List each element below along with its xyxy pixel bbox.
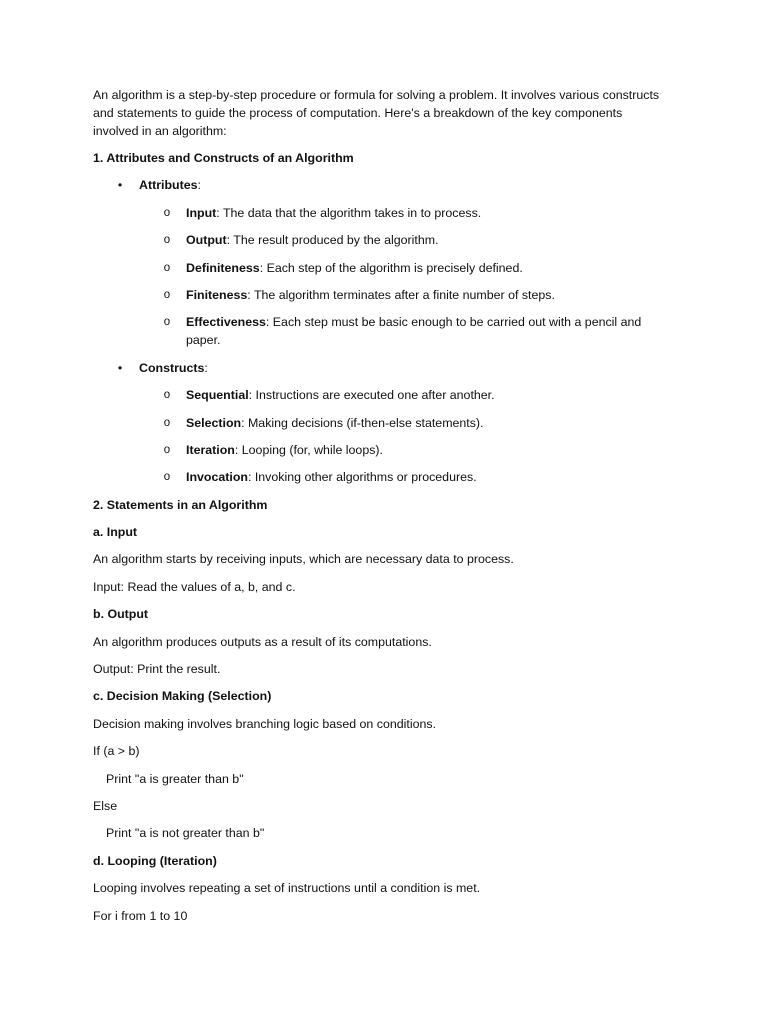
decision-code-line-1: If (a > b) [93, 744, 140, 759]
looping-description: Looping involves repeating a set of instructions until a condition is met. [93, 881, 481, 896]
section-heading-statements: 2. Statements in an Algorithm [93, 497, 268, 512]
sub-bullet-glyph: o [163, 234, 171, 247]
list-item-description: : Instructions are executed one after another. [248, 388, 495, 403]
list-item [93, 286, 668, 304]
list-item [93, 259, 668, 277]
bullet-constructs [93, 359, 668, 377]
sub-bullet-glyph: o [163, 206, 171, 219]
bullet-label-constructs: Constructs [139, 360, 205, 375]
list-item-description: : Looping (for, while loops). [234, 442, 383, 457]
list-item-description: : Each step of the algorithm is precisely defined. [259, 260, 523, 275]
list-item [93, 204, 668, 222]
list-item-description: : The result produced by the algorithm. [226, 233, 439, 248]
output-example: Output: Print the result. [93, 662, 221, 677]
list-item [93, 441, 668, 459]
bullet-attributes [93, 176, 668, 194]
output-description: An algorithm produces outputs as a result of its computations. [93, 634, 432, 649]
list-item [93, 414, 668, 432]
list-item-term: Selection [186, 415, 242, 430]
decision-code-line-2: Print "a is greater than b" [106, 771, 244, 786]
decision-code-line-4: Print "a is not greater than b" [106, 826, 265, 841]
attributes-list [93, 204, 668, 350]
subheading-input: a. Input [93, 525, 138, 540]
subheading-output: b. Output [93, 607, 149, 622]
looping-code-line-1: For i from 1 to 10 [93, 908, 188, 923]
list-item-term: Input [186, 205, 217, 220]
list-item-term: Invocation [186, 470, 248, 485]
intro-paragraph: An algorithm is a step-by-step procedure or formula for solving a problem. It involves various constructs and statements to guide the process of computation. Here's a breakdown of the key components involved in an algorithm: [93, 88, 660, 138]
decision-description: Decision making involves branching logic based on conditions. [93, 716, 437, 731]
list-item-description: : The data that the algorithm takes in to process. [216, 205, 482, 220]
list-item-description: : Invoking other algorithms or procedures. [247, 470, 477, 485]
list-item-term: Output [186, 233, 227, 248]
list-item-term: Effectiveness [186, 315, 266, 330]
list-item-term: Sequential [186, 388, 249, 403]
list-item-description: : Each step must be basic enough to be carried out with a pencil and paper. [186, 315, 642, 348]
sub-bullet-glyph: o [163, 389, 171, 402]
list-item [93, 313, 668, 349]
document-body [93, 86, 668, 934]
list-item [93, 231, 668, 249]
bullet-label-suffix: : [204, 360, 208, 375]
sub-bullet-glyph: o [163, 443, 171, 456]
bullet-glyph: • [117, 360, 123, 375]
input-example: Input: Read the values of a, b, and c. [93, 579, 296, 594]
input-description: An algorithm starts by receiving inputs, which are necessary data to process. [93, 552, 514, 567]
subheading-decision-making: c. Decision Making (Selection) [93, 689, 272, 704]
list-item [93, 386, 668, 404]
subheading-looping: d. Looping (Iteration) [93, 853, 217, 868]
list-item-term: Finiteness [186, 287, 248, 302]
section-heading-attributes-constructs: 1. Attributes and Constructs of an Algorithm [93, 151, 354, 165]
sub-bullet-glyph: o [163, 316, 171, 329]
list-item-description: : The algorithm terminates after a finite number of steps. [247, 287, 555, 302]
list-item [93, 468, 668, 486]
bullet-label-suffix: : [197, 178, 201, 193]
constructs-list [93, 386, 668, 486]
sub-bullet-glyph: o [163, 416, 171, 429]
bullet-glyph: • [117, 178, 123, 193]
list-item-description: : Making decisions (if-then-else statements). [241, 415, 484, 430]
sub-bullet-glyph: o [163, 261, 171, 274]
decision-code-line-3: Else [93, 798, 118, 813]
list-item-term: Definiteness [186, 260, 260, 275]
sub-bullet-glyph: o [163, 288, 171, 301]
list-item-term: Iteration [186, 442, 235, 457]
sub-bullet-glyph: o [163, 471, 171, 484]
bullet-label-attributes: Attributes [139, 178, 198, 193]
